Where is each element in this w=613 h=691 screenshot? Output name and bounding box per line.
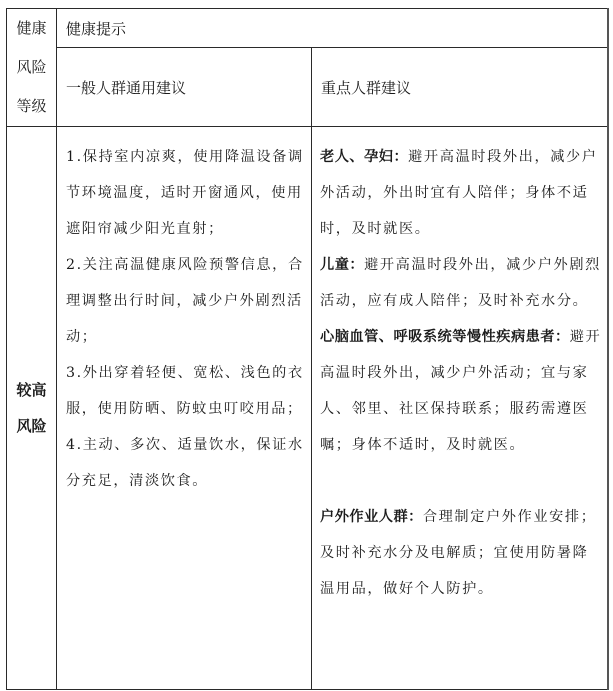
key-group-title: 心脑血管、呼吸系统等慢性疾病患者： <box>320 329 570 345</box>
key-group-advice-text: 避开高温时段外出，减少户外剧烈活动，应有成人陪伴；及时补充水分。 <box>320 257 601 309</box>
general-advice-item: 3.外出穿着轻便、宽松、浅色的衣服，使用防晒、防蚊虫叮咬用品； <box>66 365 304 417</box>
risk-level-line: 风险 <box>16 417 47 435</box>
spacer <box>320 463 603 499</box>
risk-level-header-line: 风险 <box>16 58 47 76</box>
key-group-advice-text: 合理制定户外作业安排；及时补充水分及电解质；宜使用防暑降温用品，做好个人防护。 <box>320 509 597 597</box>
general-advice-cell <box>57 127 312 690</box>
risk-level-header-line: 健康 <box>16 19 47 37</box>
key-group-advice-cell <box>312 127 608 690</box>
risk-level-cell <box>7 127 57 690</box>
risk-level-header-line: 等级 <box>16 97 47 115</box>
key-group-advice-header: 重点人群建议 <box>312 48 608 127</box>
key-group-item-outdoor-workers <box>320 499 603 607</box>
key-group-advice-text: 避开高温时段外出，减少户外活动，外出时宜有人陪伴；身体不适时，及时就医。 <box>320 149 598 237</box>
table-row <box>7 127 608 690</box>
key-group-item-elderly-pregnant <box>320 139 603 247</box>
general-advice-item: 1.保持室内凉爽，使用降温设备调节环境温度，适时开窗通风，使用遮阳帘减少阳光直射； <box>66 149 304 237</box>
general-advice-item: 2.关注高温健康风险预警信息，合理调整出行时间，减少户外剧烈活动； <box>66 257 304 345</box>
health-tips-header: 健康提示 <box>57 9 608 48</box>
key-group-title: 户外作业人群： <box>320 509 423 525</box>
general-advice-item: 4.主动、多次、适量饮水，保证水分充足，清淡饮食。 <box>66 437 304 489</box>
risk-level-line: 较高 <box>16 381 47 399</box>
header-row-1 <box>7 9 608 48</box>
key-group-title: 儿童： <box>320 257 365 273</box>
key-group-advice-text: 避开高温时段外出，减少户外活动；宜与家人、邻里、社区保持联系；服药需遵医嘱；身体不适时，及时就医。 <box>320 329 602 453</box>
key-group-item-chronic-disease <box>320 319 603 463</box>
key-group-item-children <box>320 247 603 319</box>
header-row-2 <box>7 48 608 127</box>
key-group-title: 老人、孕妇： <box>320 149 409 165</box>
health-risk-table <box>6 8 609 690</box>
general-advice-header: 一般人群通用建议 <box>57 48 312 127</box>
risk-level-header <box>7 9 57 127</box>
